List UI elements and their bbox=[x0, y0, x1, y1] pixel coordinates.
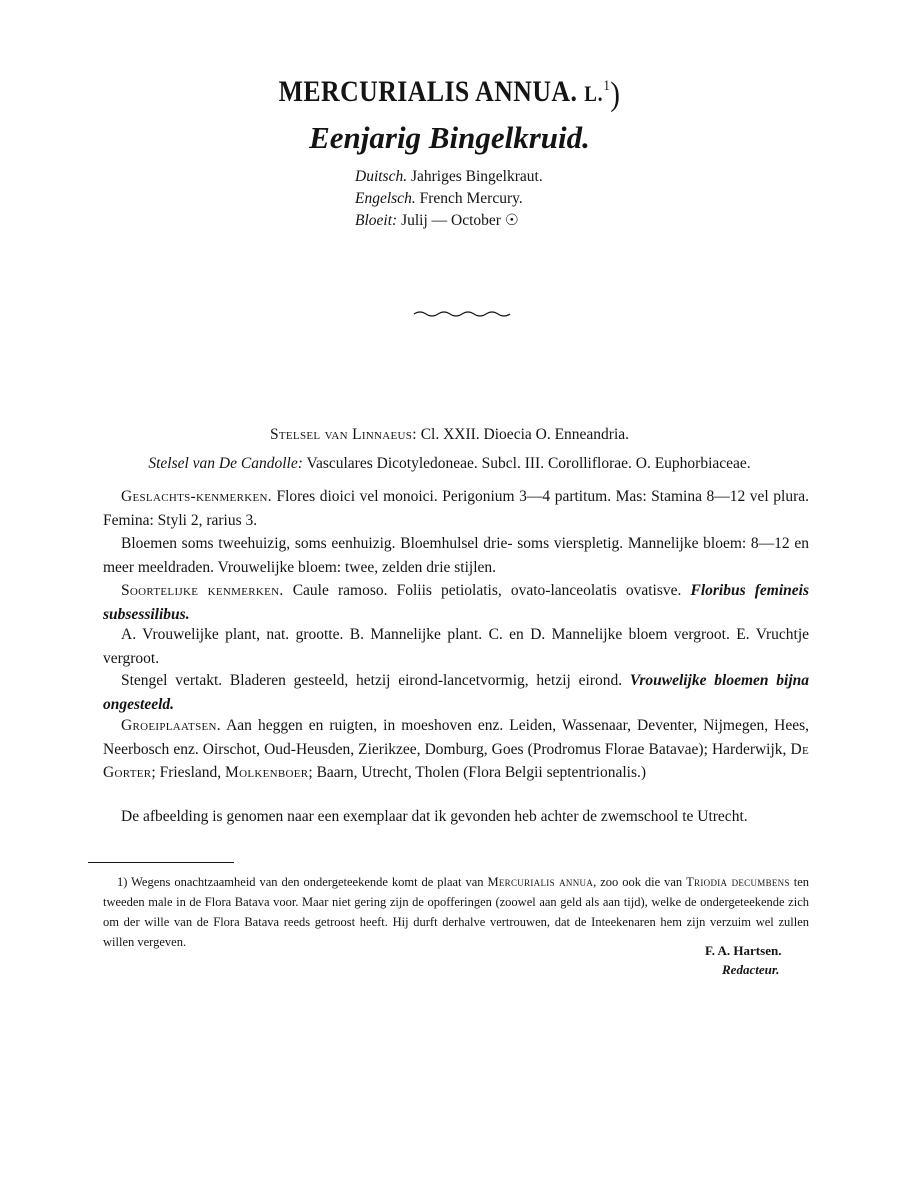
footnote-marker: 1 bbox=[603, 78, 611, 94]
illustration-paragraph: De afbeelding is genomen naar een exemplaar dat ik gevonden heb achter de zwemschool te Utrecht. bbox=[121, 808, 748, 825]
flowering-period: Julij — October bbox=[401, 212, 501, 229]
signature-name: F. A. Hartsen. bbox=[705, 943, 782, 958]
footnote-text-3: ten tweeden male in de Flora Batava voor. Maar niet gering zijn de opofferingen (zoowel aan geld als aan tijd), welke de ondergeteekende zich om der wille van de Flora Batava reeds getroost heeft. Hij durft derhalve vertrouwen, dat de Inteekenaren hem zijn verzuim wel zullen willen vergeven. bbox=[103, 875, 810, 949]
habitat-gorter: De Gorter bbox=[103, 740, 810, 781]
footnote-text-1: 1) Wegens onachtzaamheid van den ondergeteekende komt de plaat van bbox=[117, 875, 484, 889]
wavy-ornament bbox=[412, 308, 512, 320]
decandolle-system bbox=[0, 455, 899, 473]
footnote-paren: ) bbox=[610, 76, 621, 113]
english-name: French Mercury. bbox=[419, 190, 523, 207]
species-text: Caule ramoso. Foliis petiolatis, ovato-lanceolatis ovatisve. bbox=[292, 582, 682, 599]
stem-paragraph bbox=[103, 669, 809, 716]
species-italic: Floribus femineis subsessilibus. bbox=[103, 582, 809, 623]
species-label: Soortelijke kenmerken. bbox=[121, 582, 284, 599]
author-abbreviation: L. bbox=[584, 81, 604, 106]
linnaeus-label: Stelsel van Linnaeus: bbox=[269, 426, 417, 443]
habitat-paragraph bbox=[103, 714, 809, 785]
german-label: Duitsch. bbox=[355, 168, 408, 185]
signature-role: Redacteur. bbox=[722, 962, 780, 977]
figures-paragraph: A. Vrouwelijke plant, nat. grootte. B. Mannelijke plant. C. en D. Mannelijke bloem vergroot. E. Vruchtje vergroot. bbox=[103, 626, 809, 667]
habitat-text-3: ; Baarn, Utrecht, Tholen (Flora Belgii septentrionalis.) bbox=[308, 764, 647, 781]
stem-text: Stengel vertakt. Bladeren gesteeld, hetzij eirond-lancetvormig, hetzij eirond. bbox=[121, 672, 623, 689]
genus-text: Flores dioici vel monoici. Perigonium 3—4 partitum. Mas: Stamina 8—12 vel plura. Femina: Styli 2, rarius 3. bbox=[103, 488, 810, 529]
footnote-text-2: , zoo ook die van bbox=[593, 875, 683, 889]
vernacular-names bbox=[355, 166, 543, 232]
stem-italic: Vrouwelijke bloemen bijna ongesteeld. bbox=[103, 672, 809, 713]
english-label: Engelsch. bbox=[355, 190, 416, 207]
dutch-common-name: Eenjarig Bingelkruid. bbox=[309, 120, 590, 155]
genus-label: Geslachts-kenmerken. bbox=[121, 488, 272, 505]
linnaeus-system bbox=[0, 426, 899, 444]
footnote-triodia: Triodia decumbens bbox=[686, 875, 790, 889]
page-title bbox=[63, 72, 836, 113]
genus-dutch-paragraph: Bloemen soms tweehuizig, soms eenhuizig. Bloemhulsel drie- soms vierspletig. Mannelijke bloem: 8—12 en meer meeldraden. Vrouwelijke bloem: twee, zelden drie stijlen. bbox=[103, 535, 809, 576]
habitat-text-2: ; Friesland, bbox=[151, 764, 222, 781]
habitat-label: Groeiplaatsen. bbox=[121, 717, 221, 734]
species-title: MERCURIALIS ANNUA. bbox=[278, 75, 578, 108]
linnaeus-text: Cl. XXII. Dioecia O. Enneandria. bbox=[420, 426, 630, 443]
species-characters-paragraph bbox=[103, 579, 809, 626]
english-name-line bbox=[355, 188, 543, 210]
habitat-molkenboer: Molkenboer bbox=[225, 764, 309, 781]
annual-symbol: ☉ bbox=[504, 212, 519, 229]
german-name: Jahriges Bingelkraut. bbox=[410, 168, 543, 185]
german-name-line bbox=[355, 166, 543, 188]
habitat-text-1: Aan heggen en ruigten, in moeshoven enz. Leiden, Wassenaar, Deventer, Nijmegen, Hees, Neerbosch enz. Oirschot, Oud-Heusden, Zierikzee, Domburg, Goes (Prodromus Florae Batavae); Harderwijk, bbox=[103, 717, 809, 758]
footnote-mercurialis: Mercurialis annua bbox=[487, 875, 594, 889]
footnote-rule bbox=[88, 862, 234, 863]
decandolle-text: Vasculares Dicotyledoneae. Subcl. III. Corolliflorae. O. Euphorbiaceae. bbox=[306, 455, 751, 472]
genus-characters-paragraph bbox=[103, 485, 809, 532]
footnote bbox=[103, 872, 809, 952]
flowering-line bbox=[355, 210, 543, 232]
flowering-label: Bloeit: bbox=[355, 212, 398, 229]
decandolle-label: Stelsel van De Candolle: bbox=[148, 455, 303, 472]
